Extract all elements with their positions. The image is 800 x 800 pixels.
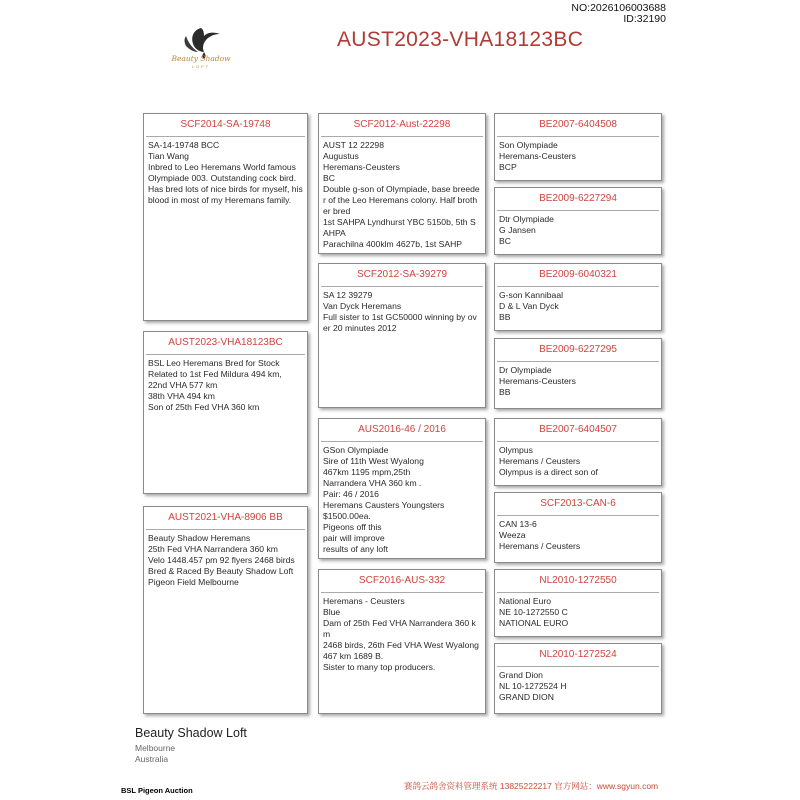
card-details: Dr Olympiade Heremans-Ceusters BB: [499, 365, 576, 397]
card-details: Grand Dion NL 10-1272524 H GRAND DION: [499, 670, 567, 702]
card-great-grandparent-8: [494, 643, 662, 714]
loft-city: Melbourne: [135, 743, 176, 753]
card-ring-number: BE2007-6404508: [497, 114, 659, 137]
card-ring-number: SCF2012-SA-39279: [321, 264, 483, 287]
card-details: G-son Kannibaal D & L Van Dyck BB: [499, 290, 564, 322]
card-ring-number: SCF2013-CAN-6: [497, 493, 659, 516]
logo-subtext: LOFT: [191, 64, 211, 69]
card-great-grandparent-7: [494, 569, 662, 637]
card-great-grandparent-4: [494, 338, 662, 409]
record-number: NO:2026106003688: [571, 2, 666, 14]
record-id: ID:32190: [623, 13, 666, 25]
card-details: SA 12 39279 Van Dyck Heremans Full sister to 1st GC50000 winning by over 20 minutes 2012: [323, 290, 477, 333]
card-details: SA-14-19748 BCC Tian Wang Inbred to Leo Heremans World famous Olympiade 003. Outstanding cock bird. Has bred lots of nice birds for myself, his blood in most of my Heremans family.: [148, 140, 303, 205]
card-details: AUST 12 22298 Augustus Heremans-Ceusters BC Double g-son of Olympiade, base breeder of the Leo Heremans colony. Half brother bred 1st SAHPA Lyndhurst YBC 5150b, 5th SAHPA Parachilna 400klm 4627b, 1st SAHP: [323, 140, 480, 249]
auction-label: BSL Pigeon Auction: [121, 786, 193, 795]
pedigree-title: AUST2023-VHA18123BC: [337, 28, 584, 51]
card-ring-number: AUST2023-VHA18123BC: [146, 332, 305, 355]
card-subject: [143, 331, 308, 494]
card-great-grandparent-2: [494, 187, 662, 255]
loft-logo: [168, 22, 234, 74]
card-granddam-1: [318, 263, 486, 408]
logo-text: Beauty Shadow: [171, 54, 231, 63]
card-details: Heremans - Ceusters Blue Dam of 25th Fed VHA Narrandera 360 km 2468 birds, 26th Fed VHA West Wyalong 467 km 1689 B. Sister to many top producers.: [323, 596, 479, 672]
card-great-grandparent-5: [494, 418, 662, 486]
card-ring-number: NL2010-1272524: [497, 644, 659, 667]
card-details: GSon Olympiade Sire of 11th West Wyalong 467km 1195 mpm,25th Narrandera VHA 360 km . Pair: 46 / 2016 Heremans Causters Youngsters $1500.00ea. Pigeons off this pair will improve results of any loft: [323, 445, 445, 554]
card-sire: [143, 113, 308, 321]
card-ring-number: SCF2012-Aust-22298: [321, 114, 483, 137]
card-details: CAN 13-6 Weeza Heremans / Ceusters: [499, 519, 581, 551]
card-ring-number: AUST2021-VHA-8906 BB: [146, 507, 305, 530]
card-ring-number: SCF2014-SA-19748: [146, 114, 305, 137]
card-great-grandparent-1: [494, 113, 662, 181]
card-details: BSL Leo Heremans Bred for Stock Related to 1st Fed Mildura 494 km, 22nd VHA 577 km 38th VHA 494 km Son of 25th Fed VHA 360 km: [148, 358, 282, 412]
card-details: National Euro NE 10-1272550 C NATIONAL EURO: [499, 596, 569, 628]
card-details: Olympus Heremans / Ceusters Olympus is a direct son of: [499, 445, 598, 477]
card-ring-number: SCF2016-AUS-332: [321, 570, 483, 593]
card-granddam-2: [318, 569, 486, 714]
card-dam: [143, 506, 308, 714]
card-ring-number: BE2009-6227295: [497, 339, 659, 362]
card-details: Dtr Olympiade G Jansen BC: [499, 214, 554, 246]
loft-country: Australia: [135, 754, 169, 764]
card-ring-number: NL2010-1272550: [497, 570, 659, 593]
card-great-grandparent-6: [494, 492, 662, 563]
card-grandsire-2: [318, 418, 486, 559]
card-details: Beauty Shadow Heremans 25th Fed VHA Narrandera 360 km Velo 1448.457 pm 92 flyers 2468 birds Bred & Raced By Beauty Shadow Loft Pigeon Field Melbourne: [148, 533, 295, 587]
system-footer: 赛鸽云鸽舍资料管理系统 13825222217 官方网站：www.sgyun.com: [404, 781, 659, 791]
card-great-grandparent-3: [494, 263, 662, 331]
card-grandsire-1: [318, 113, 486, 254]
card-details: Son Olympiade Heremans-Ceusters BCP: [499, 140, 576, 172]
loft-name: Beauty Shadow Loft: [135, 726, 247, 740]
card-ring-number: BE2007-6404507: [497, 419, 659, 442]
card-ring-number: BE2009-6040321: [497, 264, 659, 287]
card-ring-number: BE2009-6227294: [497, 188, 659, 211]
card-ring-number: AUS2016-46 / 2016: [321, 419, 483, 442]
